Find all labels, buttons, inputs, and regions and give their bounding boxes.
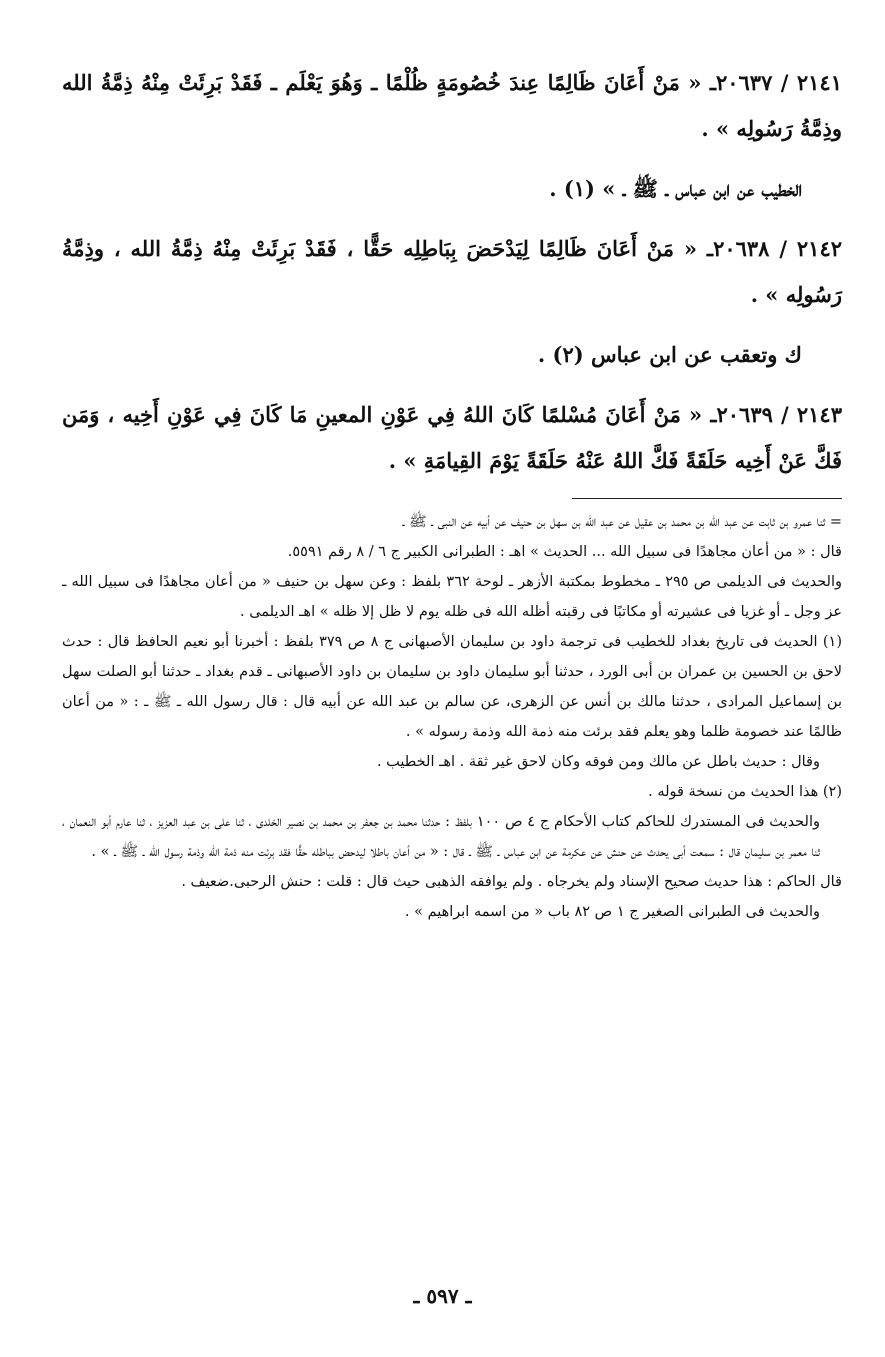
book-page [62,60,842,1340]
footnote-continuation-paragraph: والحديث فى الديلمى ص ٢٩٥ ـ مخطوط بمكتبة الأزهر ـ لوحة ٣٦٢ بلفظ : وعن سهل بن حنيف « من أعان مجاهدًا فى سبيل الله ـ عز وجل ـ أو غزيا فى عشيرته أو مكاتبًا فى رقبته أظله الله فى ظله يوم لا ظل إلا ظله » اهـ الديلمى . [62,574,842,620]
footnote-continuation-line: قال : « من أعان مجاهدًا فى سبيل الله ... الحديث » اهـ : الطبرانى الكبير ج ٦ / ٨ رقم ٥٥٩١. [287,544,842,560]
footnote-2-paragraph: والحديث فى المستدرك للحاكم كتاب الأحكام ج ٤ ص ١٠٠ بلفظ : حدثنا محمد بن جعفر بن محمد بن نصير الخلدى ، ثنا على بن عبد العزيز ، ثنا عارم أبو النعمان ، ثنا معمر بن سليمان قال : سمعت أبى يحدث عن حنش عن عكرمة عن ابن عباس ـ ﷺ ـ قال : « من أعان باطلا ليدحض بباطله حقًّا فقد برئت منه ذمة الله وذمة رسول الله ـ ﷺ ـ » . [62,814,820,860]
footnote-separator [572,498,842,499]
hadith-source-2141: الخطيب عن ابن عباس ـ ﷺ ـ » (١) . [549,176,802,201]
footnote-1-remark: وقال : حديث باطل عن مالك ومن فوقه وكان لاحق غير ثقة . اهـ الخطيب . [376,754,820,770]
page-number: ـ ٥٩٧ ـ [413,1284,472,1308]
footnote-2-paragraph: والحديث فى الطبرانى الصغير ج ١ ص ٨٢ باب « من اسمه ابراهيم » . [404,904,820,920]
footnote-2-heading: (٢) هذا الحديث من نسخة قوله . [648,784,842,800]
footnote-1: (١) الحديث فى تاريخ بغداد للخطيب فى ترجمة داود بن سليمان الأصبهانى ج ٨ ص ٣٧٩ بلفظ : أخبرنا أبو نعيم الحافظ قال : حدث لاحق بن الحسين بن عمران بن أبى الورد ، حدثنا أبو سليمان داود بن سليمان بن داود الأصبهانى ـ قدم بغداد ـ حدثنا أبو الصلت سهل بن إسماعيل المرادى ، حدثنا مالك بن أنس عن الزهرى، عن سالم بن عبد الله عن أبيه قال : قال رسول الله ـ ﷺ ـ : « من أعان ظالمًا عند خصومة ظلما وهو يعلم فقد برئت منه ذمة الله وذمة رسوله » . [62,634,843,740]
footnotes [62,507,842,927]
hadith-source-2142: ك وتعقب عن ابن عباس (٢) . [537,342,802,367]
hadith-entries [62,60,842,484]
hadith-entry-2141: ٢١٤١ / ٢٠٦٣٧ـ « مَنْ أَعَانَ ظَالِمًا عِندَ خُصُومَةٍ ظُلْمًا ـ وَهُوَ يَعْلَم ـ فَقَدْ بَرِئَتْ مِنْهُ ذِمَّةُ الله وذِمَّةُ رَسُولِه » . [62,70,842,141]
footnote-continuation-line: = ثنا عمرو بن ثابت عن عبد الله بن محمد بن عقيل عن عبد الله بن سهل بن حنيف عن أبيه عن النبى ـ ﷺ ـ [402,514,842,530]
hadith-entry-2142: ٢١٤٢ / ٢٠٦٣٨ـ « مَنْ أَعَانَ ظَالِمًا لِيَدْحَضَ بِبَاطِلِه حَقًّا ، فَقَدْ بَرِئَتْ مِنْهُ ذِمَّةُ الله ، وذِمَّةُ رَسُولِه » . [62,236,843,307]
hadith-entry-2143: ٢١٤٣ / ٢٠٦٣٩ـ « مَنْ أَعَانَ مُسْلمًا كَانَ اللهُ فِي عَوْنِ المعينِ مَا كَانَ فِي عَوْنِ أَخِيه ، وَمَن فَكَّ عَنْ أَخِيه حَلَقَةً فَكَّ اللهُ عَنْهُ حَلَقَةً يَوْمَ القِيامَةِ » . [62,402,842,473]
footnote-2-paragraph: قال الحاكم : هذا حديث صحيح الإسناد ولم يخرجاه . ولم يوافقه الذهبى حيث قال : قلت : حنش الرحبى.ضعيف . [181,874,842,890]
